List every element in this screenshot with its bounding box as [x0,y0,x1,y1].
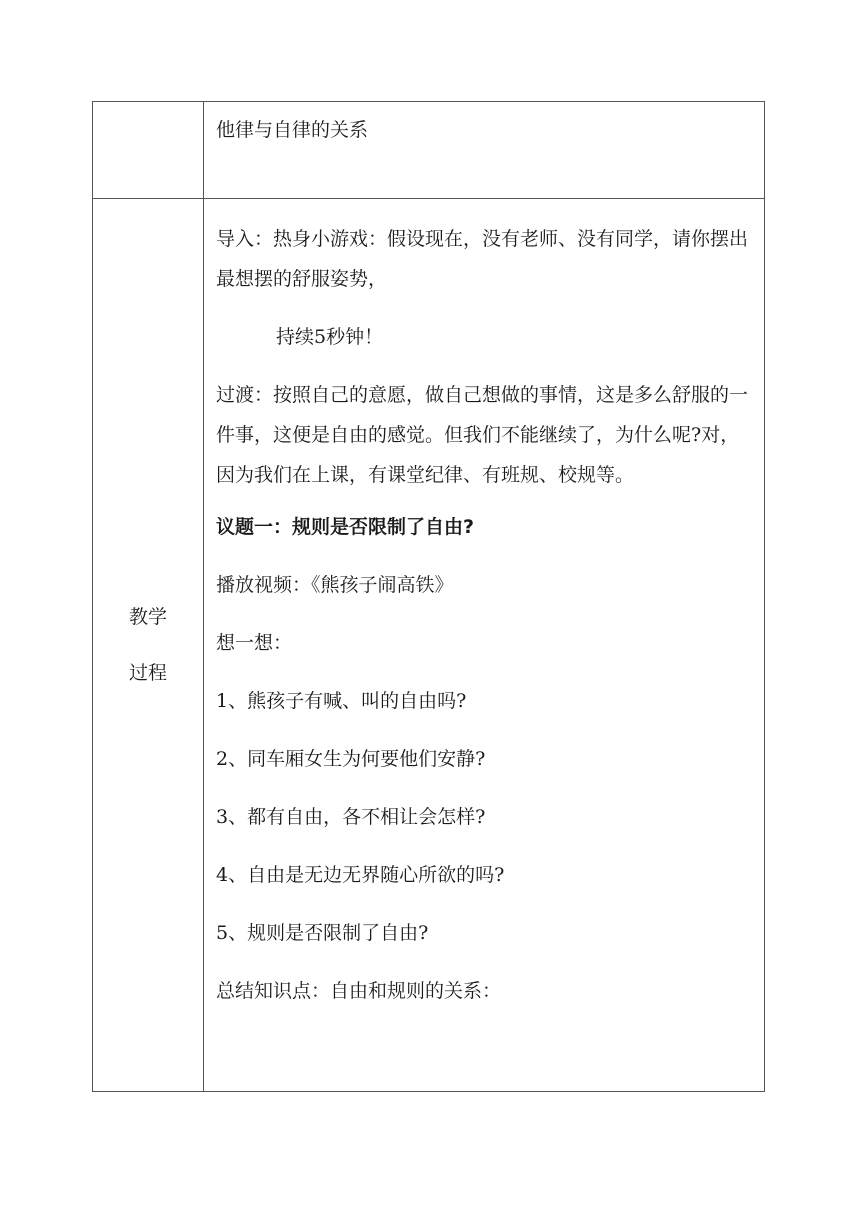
question-item: 3、都有自由，各不相让会怎样? [216,806,486,828]
table-row [93,199,765,1092]
topic-cell: 他律与自律的关系 [204,102,765,199]
question-item: 5、规则是否限制了自由? [216,922,429,944]
question-item: 1、熊孩子有喊、叫的自由吗? [216,690,467,712]
topic-one-heading: 议题一：规则是否限制了自由? [216,516,475,538]
question-item: 2、同车厢女生为何要他们安静? [216,748,486,770]
video-line: 播放视频：《熊孩子闹高铁》 [216,574,454,596]
lesson-plan-table [92,101,765,1092]
empty-label-cell [93,102,204,199]
question-item: 4、自由是无边无界随心所欲的吗? [216,864,505,886]
table-row [93,102,765,199]
think-heading: 想一想： [216,632,293,654]
teaching-process-cell [204,199,765,1092]
section-label-line1: 教学 [128,606,167,628]
summary-line: 总结知识点：自由和规则的关系： [216,980,502,1002]
transition-paragraph: 过渡：按照自己的意愿，做自己想做的事情，这是多么舒服的一件事，这便是自由的感觉。但我们不能继续了，为什么呢?对，因为我们在上课，有课堂纪律、有班规、校规等。 [216,384,749,486]
intro-hold-text: 持续5秒钟！ [276,326,384,348]
intro-paragraph: 导入：热身小游戏：假设现在，没有老师、没有同学，请你摆出最想摆的舒服姿势， [216,228,749,290]
section-label-cell [93,199,204,1092]
section-label-line2: 过程 [128,662,167,684]
